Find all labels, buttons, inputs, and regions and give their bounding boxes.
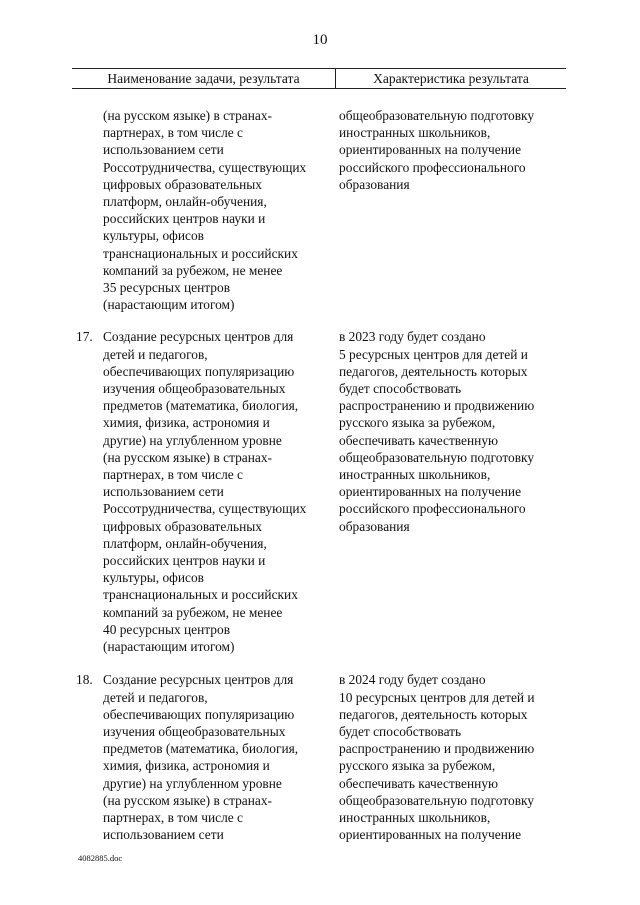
row-number: 18. (76, 672, 93, 688)
header-result: Характеристика результата (373, 71, 529, 86)
row-number: 17. (76, 329, 93, 345)
row-number (72, 107, 103, 313)
row-result: в 2024 году будет создано 10 ресурсных центров для детей и педагогов, деятельность которых будет способствовать распространению и продвижению русского языка за рубежом, обеспечивать качественную общеобразовательную подготовку иностранных школьников, ориентированных на получение (339, 672, 535, 843)
results-table (72, 68, 566, 843)
row-task: Создание ресурсных центров для детей и педагогов, обеспечивающих популяризацию изучения общеобразовательных предметов (математика, биология, химия, физика, астрономия и другие) на углубленном уровне (на русском языке) в странах- партнерах, в том числе с использованием сети (103, 672, 299, 843)
table-header (72, 68, 566, 89)
footer-filename: 4082885.doc (78, 853, 123, 863)
table-row (72, 671, 566, 843)
page-number: 10 (312, 32, 328, 48)
row-task: (на русском языке) в странах- партнерах, в том числе с использованием сети Россотрудничества, существующих цифровых образовательных платформ, онлайн-обучения, российских центров науки и культуры, офисов транснациональных и российских компаний за рубежом, не менее 35 ресурсных центров (нарастающим итогом) (103, 108, 307, 313)
row-task: Создание ресурсных центров для детей и педагогов, обеспечивающих популяризацию изучения общеобразовательных предметов (математика, биология, химия, физика, астрономия и другие) на углубленном уровне (на русском языке) в странах- партнерах, в том числе с использованием сети Россотрудничества, существующих цифровых образовательных платформ, онлайн-обучения, российских центров науки и культуры, офисов транснациональных и российских компаний за рубежом, не менее 40 ресурсных центров (нарастающим итогом) (103, 329, 307, 655)
table-row (72, 107, 566, 313)
row-result: в 2023 году будет создано 5 ресурсных центров для детей и педагогов, деятельность которых будет способствовать распространению и продвижению русского языка за рубежом, обеспечивать качественную общеобразовательную подготовку иностранных школьников, ориентированных на получение российского профессионального образования (339, 329, 535, 534)
row-result: общеобразовательную подготовку иностранных школьников, ориентированных на получение российского профессионального образования (339, 108, 535, 192)
header-task: Наименование задачи, результата (107, 71, 300, 86)
table-row (72, 328, 566, 655)
